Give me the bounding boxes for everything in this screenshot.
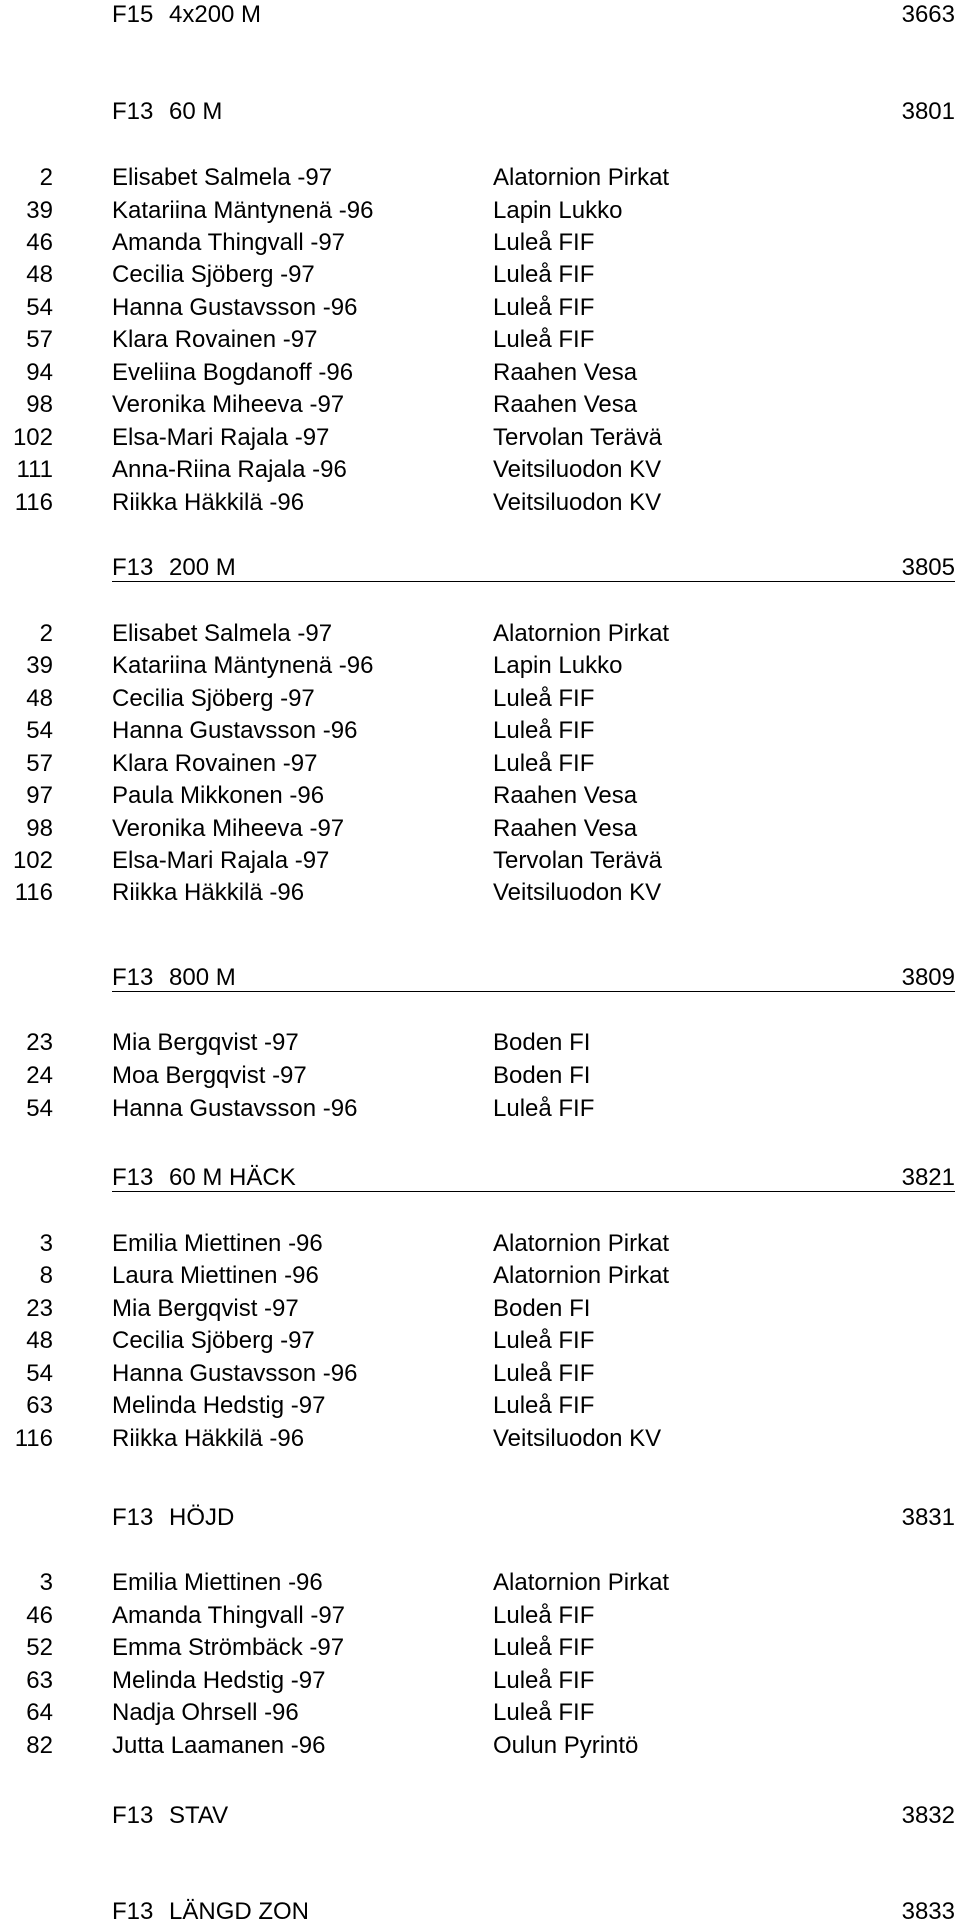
event-class: F13 <box>112 1802 154 1829</box>
event-code: 3831 <box>901 1504 955 1531</box>
entry-row <box>0 684 960 714</box>
athlete-name: Hanna Gustavsson -96 <box>112 1095 358 1122</box>
event-class: F13 <box>112 964 154 991</box>
event-header <box>0 1503 960 1533</box>
athlete-name: Riikka Häkkilä -96 <box>112 489 305 516</box>
club-name: Luleå FIF <box>493 1602 595 1629</box>
event-header <box>0 963 960 993</box>
entry-row <box>0 390 960 420</box>
entry-row <box>0 260 960 290</box>
entry-row <box>0 293 960 323</box>
bib-number: 39 <box>26 652 53 679</box>
entry-row <box>0 325 960 355</box>
athlete-name: Anna-Riina Rajala -96 <box>112 456 347 483</box>
club-name: Veitsiluodon KV <box>493 489 662 516</box>
bib-number: 48 <box>26 685 53 712</box>
entry-row <box>0 163 960 193</box>
athlete-name: Melinda Hedstig -97 <box>112 1392 326 1419</box>
entry-row <box>0 1633 960 1663</box>
bib-number: 63 <box>26 1392 53 1419</box>
club-name: Alatornion Pirkat <box>493 1230 670 1257</box>
bib-number: 111 <box>16 456 53 483</box>
athlete-name: Elisabet Salmela -97 <box>112 620 333 647</box>
bib-number: 3 <box>39 1569 53 1596</box>
club-name: Raahen Vesa <box>493 782 638 809</box>
bib-number: 116 <box>14 1425 53 1452</box>
athlete-name: Melinda Hedstig -97 <box>112 1667 326 1694</box>
event-code: 3832 <box>901 1802 955 1829</box>
club-name: Luleå FIF <box>493 261 595 288</box>
entry-row <box>0 1294 960 1324</box>
athlete-name: Moa Bergqvist -97 <box>112 1062 307 1089</box>
club-name: Alatornion Pirkat <box>493 1262 670 1289</box>
club-name: Raahen Vesa <box>493 815 638 842</box>
bib-number: 24 <box>26 1062 53 1089</box>
athlete-name: Elsa-Mari Rajala -97 <box>112 847 330 874</box>
athlete-name: Mia Bergqvist -97 <box>112 1029 299 1056</box>
bib-number: 2 <box>39 164 53 191</box>
entry-row <box>0 1424 960 1454</box>
event-name: LÄNGD ZON <box>169 1898 310 1925</box>
event-header <box>0 553 960 583</box>
athlete-name: Emilia Miettinen -96 <box>112 1230 323 1257</box>
bib-number: 54 <box>26 294 53 321</box>
athlete-name: Cecilia Sjöberg -97 <box>112 1327 315 1354</box>
event-header <box>0 1897 960 1927</box>
entry-row <box>0 196 960 226</box>
club-name: Veitsiluodon KV <box>493 879 662 906</box>
bib-number: 94 <box>26 359 53 386</box>
event-code: 3833 <box>901 1898 955 1925</box>
club-name: Luleå FIF <box>493 1667 595 1694</box>
club-name: Luleå FIF <box>493 294 595 321</box>
athlete-name: Nadja Ohrsell -96 <box>112 1699 299 1726</box>
entry-row <box>0 1568 960 1598</box>
athlete-name: Mia Bergqvist -97 <box>112 1295 299 1322</box>
bib-number: 2 <box>39 620 53 647</box>
bib-number: 102 <box>12 424 53 451</box>
bib-number: 82 <box>26 1732 53 1759</box>
athlete-name: Emma Strömbäck -97 <box>112 1634 345 1661</box>
bib-number: 48 <box>26 261 53 288</box>
entry-row <box>0 814 960 844</box>
event-code: 3805 <box>901 554 955 581</box>
event-header <box>0 0 960 30</box>
event-code: 3821 <box>901 1164 955 1191</box>
event-name: 60 M <box>169 98 223 125</box>
bib-number: 52 <box>26 1634 53 1661</box>
athlete-name: Hanna Gustavsson -96 <box>112 1360 358 1387</box>
club-name: Luleå FIF <box>493 1392 595 1419</box>
entry-row <box>0 1061 960 1091</box>
entry-row <box>0 1666 960 1696</box>
club-name: Raahen Vesa <box>493 391 638 418</box>
athlete-name: Veronika Miheeva -97 <box>112 815 345 842</box>
entry-row <box>0 1261 960 1291</box>
event-class: F13 <box>112 554 154 581</box>
bib-number: 57 <box>26 326 53 353</box>
event-underline <box>112 1191 955 1192</box>
event-code: 3801 <box>901 98 955 125</box>
club-name: Luleå FIF <box>493 1634 595 1661</box>
club-name: Lapin Lukko <box>493 652 623 679</box>
athlete-name: Klara Rovainen -97 <box>112 326 318 353</box>
club-name: Luleå FIF <box>493 229 595 256</box>
club-name: Boden FI <box>493 1295 591 1322</box>
athlete-name: Cecilia Sjöberg -97 <box>112 261 315 288</box>
event-header <box>0 1801 960 1831</box>
event-code: 3663 <box>901 1 955 28</box>
entry-row <box>0 878 960 908</box>
bib-number: 48 <box>26 1327 53 1354</box>
athlete-name: Elisabet Salmela -97 <box>112 164 333 191</box>
entry-row <box>0 1229 960 1259</box>
bib-number: 54 <box>26 1360 53 1387</box>
event-name: 200 M <box>169 554 236 581</box>
athlete-name: Paula Mikkonen -96 <box>112 782 325 809</box>
entry-row <box>0 1028 960 1058</box>
athlete-name: Hanna Gustavsson -96 <box>112 294 358 321</box>
athlete-name: Amanda Thingvall -97 <box>112 229 346 256</box>
club-name: Veitsiluodon KV <box>493 1425 662 1452</box>
entry-row <box>0 423 960 453</box>
bib-number: 23 <box>26 1295 53 1322</box>
club-name: Raahen Vesa <box>493 359 638 386</box>
entry-row <box>0 781 960 811</box>
bib-number: 102 <box>12 847 53 874</box>
club-name: Luleå FIF <box>493 1360 595 1387</box>
club-name: Luleå FIF <box>493 750 595 777</box>
event-code: 3809 <box>901 964 955 991</box>
event-class: F13 <box>112 98 154 125</box>
entry-row <box>0 455 960 485</box>
bib-number: 8 <box>39 1262 53 1289</box>
entry-row <box>0 1326 960 1356</box>
bib-number: 39 <box>26 197 53 224</box>
athlete-name: Eveliina Bogdanoff -96 <box>112 359 354 386</box>
club-name: Luleå FIF <box>493 717 595 744</box>
athlete-name: Cecilia Sjöberg -97 <box>112 685 315 712</box>
club-name: Luleå FIF <box>493 685 595 712</box>
event-header <box>0 97 960 127</box>
club-name: Lapin Lukko <box>493 197 623 224</box>
event-underline <box>112 991 955 992</box>
bib-number: 46 <box>26 229 53 256</box>
bib-number: 116 <box>14 879 53 906</box>
athlete-name: Laura Miettinen -96 <box>112 1262 319 1289</box>
event-class: F13 <box>112 1164 154 1191</box>
entry-row <box>0 1359 960 1389</box>
bib-number: 54 <box>26 1095 53 1122</box>
entry-row <box>0 488 960 518</box>
bib-number: 97 <box>26 782 53 809</box>
entry-row <box>0 749 960 779</box>
entry-row <box>0 358 960 388</box>
bib-number: 64 <box>26 1699 53 1726</box>
athlete-name: Riikka Häkkilä -96 <box>112 879 305 906</box>
club-name: Oulun Pyrintö <box>493 1732 639 1759</box>
bib-number: 46 <box>26 1602 53 1629</box>
event-class: F13 <box>112 1898 154 1925</box>
club-name: Alatornion Pirkat <box>493 164 670 191</box>
entry-row <box>0 1094 960 1124</box>
club-name: Luleå FIF <box>493 326 595 353</box>
event-header <box>0 1163 960 1193</box>
athlete-name: Elsa-Mari Rajala -97 <box>112 424 330 451</box>
athlete-name: Jutta Laamanen -96 <box>112 1732 326 1759</box>
event-name: HÖJD <box>169 1504 235 1531</box>
entry-row <box>0 1731 960 1761</box>
athlete-name: Emilia Miettinen -96 <box>112 1569 323 1596</box>
event-class: F13 <box>112 1504 154 1531</box>
event-name: STAV <box>169 1802 229 1829</box>
entry-row <box>0 1601 960 1631</box>
entry-row <box>0 716 960 746</box>
bib-number: 63 <box>26 1667 53 1694</box>
entry-row <box>0 1698 960 1728</box>
athlete-name: Riikka Häkkilä -96 <box>112 1425 305 1452</box>
bib-number: 98 <box>26 815 53 842</box>
bib-number: 116 <box>14 489 53 516</box>
event-name: 4x200 M <box>169 1 262 28</box>
bib-number: 54 <box>26 717 53 744</box>
athlete-name: Amanda Thingvall -97 <box>112 1602 346 1629</box>
event-name: 800 M <box>169 964 236 991</box>
entry-row <box>0 619 960 649</box>
club-name: Tervolan Terävä <box>493 424 662 451</box>
club-name: Luleå FIF <box>493 1095 595 1122</box>
athlete-name: Katariina Mäntynenä -96 <box>112 197 374 224</box>
club-name: Boden FI <box>493 1062 591 1089</box>
bib-number: 3 <box>39 1230 53 1257</box>
club-name: Luleå FIF <box>493 1699 595 1726</box>
event-name: 60 M HÄCK <box>169 1164 296 1191</box>
entry-row <box>0 651 960 681</box>
entry-row <box>0 1391 960 1421</box>
club-name: Boden FI <box>493 1029 591 1056</box>
event-underline <box>112 581 955 582</box>
entry-row <box>0 228 960 258</box>
club-name: Alatornion Pirkat <box>493 620 670 647</box>
athlete-name: Katariina Mäntynenä -96 <box>112 652 374 679</box>
entry-row <box>0 846 960 876</box>
event-class: F15 <box>112 1 154 28</box>
club-name: Alatornion Pirkat <box>493 1569 670 1596</box>
bib-number: 23 <box>26 1029 53 1056</box>
bib-number: 98 <box>26 391 53 418</box>
bib-number: 57 <box>26 750 53 777</box>
athlete-name: Veronika Miheeva -97 <box>112 391 345 418</box>
athlete-name: Klara Rovainen -97 <box>112 750 318 777</box>
club-name: Veitsiluodon KV <box>493 456 662 483</box>
club-name: Tervolan Terävä <box>493 847 662 874</box>
athlete-name: Hanna Gustavsson -96 <box>112 717 358 744</box>
club-name: Luleå FIF <box>493 1327 595 1354</box>
